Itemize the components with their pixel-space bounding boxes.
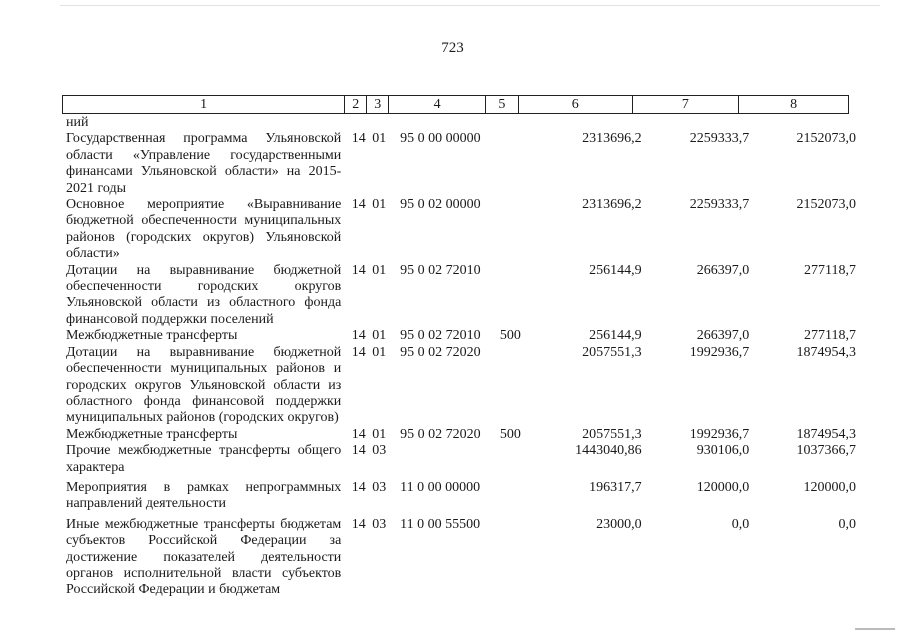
row-amount-year3: 0,0: [838, 516, 857, 532]
row-target-code: 95 0 00 00000: [400, 131, 481, 147]
row-subsection: 03: [372, 443, 387, 459]
header-col-7: 7: [633, 96, 740, 113]
row-subsection: 01: [372, 262, 387, 278]
row-amount-year1: 196317,7: [589, 479, 642, 495]
row-expense-type: 500: [499, 426, 521, 442]
row-subsection: 01: [372, 426, 387, 442]
row-amount-year2: 1992936,7: [689, 344, 750, 360]
row-expense-type: [500, 197, 532, 263]
header-col-5: 5: [486, 96, 519, 113]
table-row: [66, 197, 856, 263]
row-amount-year2: 2259333,7: [689, 197, 750, 213]
row-target-code: 95 0 02 72010: [400, 328, 481, 344]
row-amount-year3: 1874954,3: [796, 344, 857, 360]
row-name: Государственная программа Ульяновской области «Управление государственными финансами Ульяновской области» на 2015-2021 годы: [66, 131, 342, 196]
table-body: [66, 115, 856, 599]
row-amount-year3: 1037366,7: [796, 443, 857, 459]
row-amount-year1: 2057551,3: [582, 344, 642, 360]
row-expense-type: [500, 443, 532, 476]
row-amount-year2: 120000,0: [696, 479, 750, 495]
row-amount-year1: 256144,9: [589, 262, 642, 278]
row-amount-year1: 23000,0: [596, 516, 642, 532]
row-amount-year3: 277118,7: [804, 328, 857, 344]
table-row: [66, 480, 856, 513]
row-target-code: 95 0 02 72020: [400, 344, 481, 360]
row-section: 14: [351, 262, 366, 278]
row-name: Дотации на выравнивание бюджетной обеспеченности городских округов Ульяновской области из областного фонда финансовой поддержки поселений: [66, 262, 342, 327]
row-amount-year1: 256144,9: [589, 328, 642, 344]
row-amount-year1: 2057551,3: [582, 426, 642, 442]
row-section: 14: [351, 131, 366, 147]
row-amount-year3: 1874954,3: [796, 426, 857, 442]
row-subsection: 01: [372, 197, 387, 213]
table-row: [66, 115, 856, 131]
row-subsection: 01: [372, 328, 387, 344]
row-section: 14: [351, 479, 366, 495]
row-expense-type: [500, 345, 532, 427]
row-target-code: 11 0 00 55500: [400, 516, 481, 532]
table-row: [66, 443, 856, 476]
row-name: Межбюджетные трансферты: [66, 426, 238, 442]
row-amount-year2: 930106,0: [696, 443, 750, 459]
row-name: ний: [66, 115, 89, 130]
row-amount-year2: 2259333,7: [689, 131, 750, 147]
row-section: 14: [351, 344, 366, 360]
header-col-2: 2: [345, 96, 367, 113]
row-target-code: 95 0 02 00000: [400, 197, 481, 213]
header-col-8: 8: [790, 97, 798, 112]
row-subsection: 01: [372, 131, 387, 147]
row-amount-year2: 266397,0: [696, 262, 750, 278]
row-subsection: 01: [372, 344, 387, 360]
row-target-code: 11 0 00 00000: [400, 479, 481, 495]
row-amount-year2: 266397,0: [696, 328, 750, 344]
row-section: 14: [351, 197, 366, 213]
table-row: [66, 263, 856, 329]
table-header: [62, 95, 849, 114]
row-target-code: [396, 443, 500, 476]
row-amount-year3: 120000,0: [803, 479, 857, 495]
row-section: 14: [351, 328, 366, 344]
table-row: [66, 328, 856, 344]
row-amount-year3: 2152073,0: [796, 197, 857, 213]
scan-edge-mark: [855, 628, 895, 630]
row-amount-year3: 277118,7: [804, 262, 857, 278]
page-number: 723: [441, 40, 464, 56]
row-expense-type: 500: [499, 328, 521, 344]
table-row: [66, 131, 856, 197]
row-expense-type: [500, 480, 532, 513]
row-subsection: 03: [372, 516, 387, 532]
row-section: 14: [351, 426, 366, 442]
row-target-code: 95 0 02 72010: [400, 262, 481, 278]
table-row: [66, 427, 856, 443]
row-amount-year2: 1992936,7: [689, 426, 750, 442]
row-amount-year3: 2152073,0: [796, 131, 857, 147]
row-name: Иные межбюджетные трансферты бюджетам субъектов Российской Федерации за достижение показателей деятельности органов исполнительной власти субъектов Российской Федерации и бюджетам: [66, 516, 342, 598]
row-name: Основное мероприятие «Выравнивание бюджетной обеспеченности муниципальных районов (городских округов) Ульяновской области»: [66, 197, 342, 262]
row-amount-year1: 2313696,2: [582, 197, 642, 213]
row-expense-type: [500, 517, 532, 599]
scan-edge-mark: [60, 5, 880, 6]
table-row: [66, 345, 856, 427]
row-section: 14: [351, 516, 366, 532]
row-expense-type: [500, 263, 532, 329]
header-col-3: 3: [367, 96, 389, 113]
row-name: Дотации на выравнивание бюджетной обеспеченности муниципальных районов и городских округов Ульяновской области из областного фонда финансовой поддержки муниципальных районов (городских округов): [66, 344, 342, 426]
row-amount-year1: 1443040,86: [575, 443, 642, 459]
row-amount-year1: 2313696,2: [582, 131, 642, 147]
row-section: 14: [351, 443, 366, 459]
header-col-4: 4: [389, 96, 486, 113]
row-name: Прочие межбюджетные трансферты общего характера: [66, 443, 342, 475]
row-amount-year2: 0,0: [731, 516, 750, 532]
row-name: Мероприятия в рамках непрограммных направлений деятельности: [66, 479, 342, 512]
row-expense-type: [500, 131, 532, 197]
header-col-1: 1: [63, 96, 345, 113]
row-target-code: 95 0 02 72020: [400, 426, 481, 442]
table-row: [66, 517, 856, 599]
row-subsection: 03: [372, 479, 387, 495]
row-name: Межбюджетные трансферты: [66, 328, 238, 344]
header-col-6: 6: [519, 96, 633, 113]
